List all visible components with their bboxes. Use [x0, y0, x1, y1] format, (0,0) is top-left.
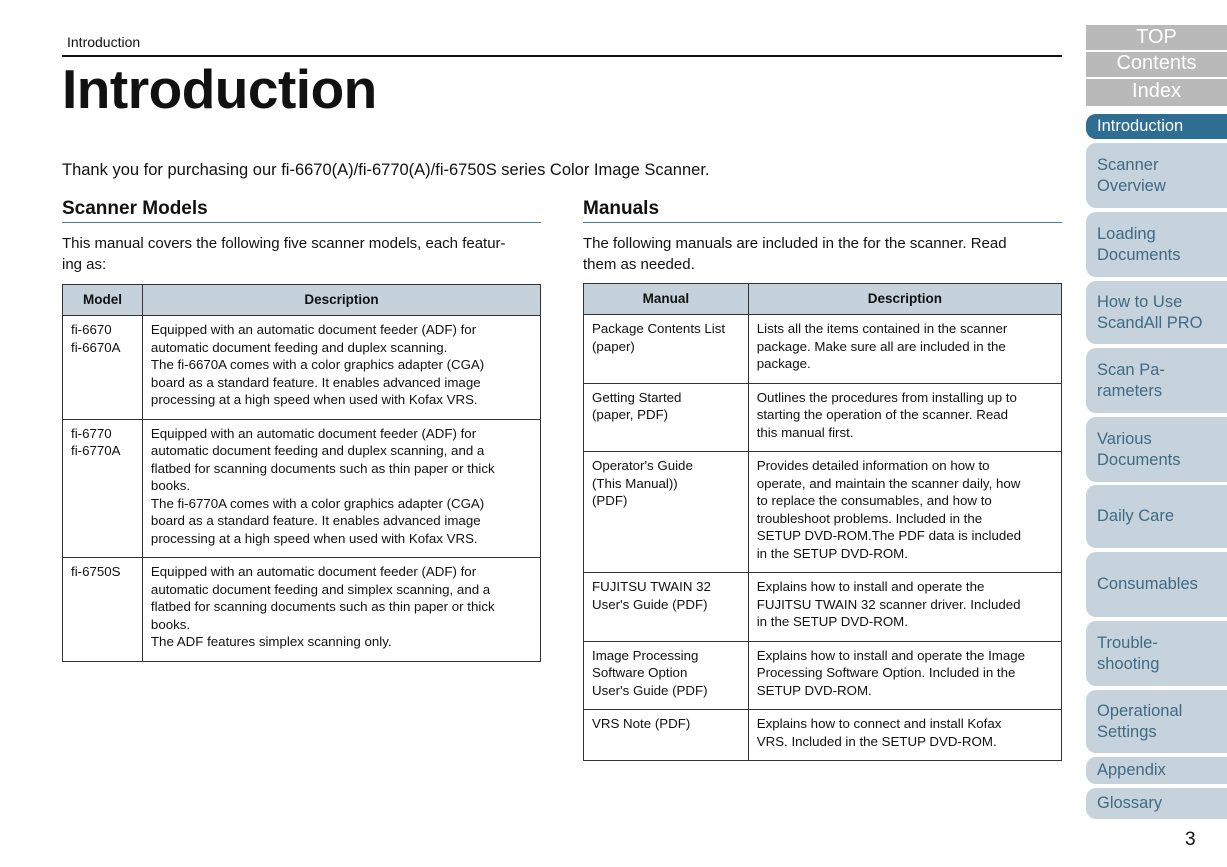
- manuals-rule: [583, 222, 1062, 223]
- table-row: [63, 558, 541, 662]
- model-cell: fi-6750S: [63, 558, 143, 662]
- manuals-table: [583, 283, 1062, 761]
- table-row: [584, 315, 1062, 384]
- table-row: [63, 419, 541, 558]
- nav-item-consumables[interactable]: Consumables: [1086, 552, 1227, 617]
- intro-paragraph: Thank you for purchasing our fi-6670(A)/fi-6770(A)/fi-6750S series Color Image Scanner.: [62, 161, 710, 179]
- manual-cell: FUJITSU TWAIN 32 User's Guide (PDF): [584, 573, 749, 642]
- nav-item-daily-care[interactable]: Daily Care: [1086, 485, 1227, 548]
- manuals-description: The following manuals are included in the for the scanner. Read them as needed.: [583, 235, 1007, 273]
- description-cell: Explains how to install and operate the Image Processing Software Option. Included in the SETUP DVD-ROM.: [748, 641, 1061, 710]
- description-cell: Equipped with an automatic document feeder (ADF) for automatic document feeding and duplex scanning, and a flatbed for scanning documents such as thin paper or thick books. The fi-6770A comes with a color graphics adapter (CGA) board as a standard feature. It enables advanced image processing at a high speed when used with Kofax VRS.: [142, 419, 540, 558]
- nav-item-troubleshooting[interactable]: Trouble- shooting: [1086, 621, 1227, 686]
- description-cell: Equipped with an automatic document feeder (ADF) for automatic document feeding and duplex scanning. The fi-6670A comes with a color graphics adapter (CGA) board as a standard feature. It enables advanced image processing at a high speed when used with Kofax VRS.: [142, 316, 540, 420]
- manual-cell: VRS Note (PDF): [584, 710, 749, 761]
- model-cell: fi-6770 fi-6770A: [63, 419, 143, 558]
- table-row: [584, 573, 1062, 642]
- breadcrumb: Introduction: [67, 34, 141, 50]
- description-cell: Outlines the procedures from installing up to starting the operation of the scanner. Read this manual first.: [748, 383, 1061, 452]
- page-title: Introduction: [62, 58, 377, 120]
- nav-item-appendix[interactable]: Appendix: [1086, 757, 1227, 784]
- description-cell: Lists all the items contained in the scanner package. Make sure all are included in the package.: [748, 315, 1061, 384]
- nav-item-scan-parameters[interactable]: Scan Pa- rameters: [1086, 348, 1227, 413]
- manual-cell: Package Contents List (paper): [584, 315, 749, 384]
- table-row: [584, 641, 1062, 710]
- column-header-description: Description: [142, 285, 540, 316]
- description-cell: Provides detailed information on how to operate, and maintain the scanner daily, how to replace the consumables, and how to troubleshoot problems. Included in the SETUP DVD-ROM.The PDF data is included in the SETUP DVD-ROM.: [748, 452, 1061, 573]
- description-cell: Equipped with an automatic document feeder (ADF) for automatic document feeding and simplex scanning, and a flatbed for scanning documents such as thin paper or thick books. The ADF features simplex scanning only.: [142, 558, 540, 662]
- manual-cell: Operator's Guide (This Manual)) (PDF): [584, 452, 749, 573]
- nav-item-operational-settings[interactable]: Operational Settings: [1086, 690, 1227, 753]
- nav-item-glossary[interactable]: Glossary: [1086, 788, 1227, 819]
- column-header-model: Model: [63, 285, 143, 316]
- scanner-models-description: This manual covers the following five scanner models, each featur- ing as:: [62, 235, 506, 273]
- scanner-models-rule: [62, 222, 541, 223]
- table-row: [584, 710, 1062, 761]
- nav-item-scanner-overview[interactable]: Scanner Overview: [1086, 143, 1227, 208]
- manuals-heading: Manuals: [583, 198, 660, 219]
- table-row: [63, 316, 541, 420]
- scanner-models-table: [62, 284, 541, 662]
- nav-item-scandall-pro[interactable]: How to Use ScandAll PRO: [1086, 281, 1227, 344]
- table-row: [584, 452, 1062, 573]
- nav-index-button[interactable]: Index: [1086, 79, 1227, 106]
- nav-top-button[interactable]: TOP: [1086, 25, 1227, 50]
- manual-cell: Getting Started (paper, PDF): [584, 383, 749, 452]
- column-header-description: Description: [748, 284, 1061, 315]
- scanner-models-heading: Scanner Models: [62, 198, 208, 219]
- nav-item-loading-documents[interactable]: Loading Documents: [1086, 212, 1227, 277]
- description-cell: Explains how to connect and install Kofax VRS. Included in the SETUP DVD-ROM.: [748, 710, 1061, 761]
- table-header-row: [63, 285, 541, 316]
- table-header-row: [584, 284, 1062, 315]
- description-cell: Explains how to install and operate the FUJITSU TWAIN 32 scanner driver. Included in the SETUP DVD-ROM.: [748, 573, 1061, 642]
- page-number: 3: [1185, 829, 1196, 850]
- nav-contents-button[interactable]: Contents: [1086, 52, 1227, 77]
- nav-item-introduction[interactable]: Introduction: [1086, 114, 1227, 139]
- header-divider: [62, 55, 1062, 57]
- manual-cell: Image Processing Software Option User's Guide (PDF): [584, 641, 749, 710]
- nav-item-various-documents[interactable]: Various Documents: [1086, 417, 1227, 482]
- model-cell: fi-6670 fi-6670A: [63, 316, 143, 420]
- table-row: [584, 383, 1062, 452]
- column-header-manual: Manual: [584, 284, 749, 315]
